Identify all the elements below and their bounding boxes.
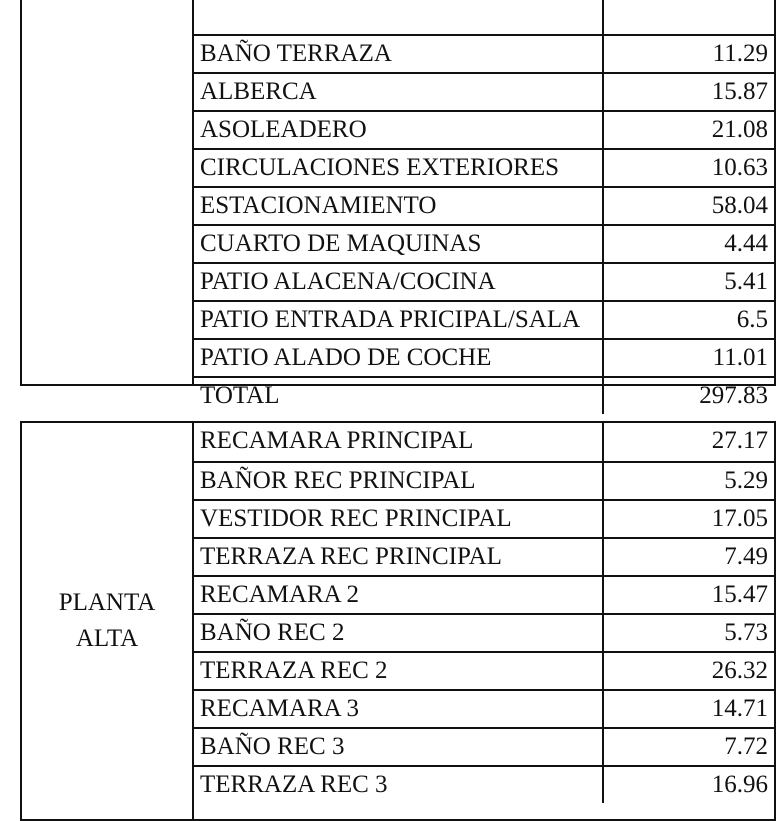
- total-label: TOTAL: [200, 382, 280, 409]
- table-row: [194, 461, 774, 499]
- group-label-line2: ALTA: [75, 625, 139, 652]
- area-value: 7.49: [602, 539, 774, 575]
- area-value: 6.5: [602, 302, 774, 338]
- area-name: PATIO ALADO DE COCHE: [200, 344, 492, 371]
- area-value: 16.96: [602, 767, 774, 803]
- area-name: PATIO ALACENA/COCINA: [200, 268, 496, 295]
- area-name: RECAMARA 3: [200, 695, 360, 722]
- area-name: TERRAZA REC PRINCIPAL: [200, 543, 502, 570]
- area-value: [602, 0, 774, 34]
- area-name: ALBERCA: [200, 78, 317, 105]
- area-value: 14.71: [602, 691, 774, 727]
- area-name: RECAMARA 2: [200, 581, 360, 608]
- table-row: [194, 423, 774, 461]
- table-row: [194, 727, 774, 765]
- area-name: TERRAZA REC 3: [200, 771, 388, 798]
- total-value: 297.83: [602, 378, 774, 414]
- planta-alta-rows: [194, 423, 774, 803]
- area-value: 11.01: [602, 340, 774, 376]
- area-value: 10.63: [602, 150, 774, 186]
- table-row: [194, 110, 774, 148]
- area-value: 15.87: [602, 74, 774, 110]
- table-row: [194, 262, 774, 300]
- area-name: VESTIDOR REC PRINCIPAL: [200, 505, 512, 532]
- area-name: PATIO ENTRADA PRICIPAL/SALA: [200, 306, 581, 333]
- table-row: [194, 186, 774, 224]
- area-value: 21.08: [602, 112, 774, 148]
- table-row: [194, 499, 774, 537]
- area-value: 26.32: [602, 653, 774, 689]
- table-row: [194, 613, 774, 651]
- area-value: 27.17: [602, 423, 774, 461]
- table-row: [194, 651, 774, 689]
- area-name: BAÑO TERRAZA: [200, 40, 392, 67]
- table-row: [194, 148, 774, 186]
- table-row: [194, 765, 774, 803]
- area-name: ASOLEADERO: [200, 116, 367, 143]
- table-row: [194, 689, 774, 727]
- area-value: 5.41: [602, 264, 774, 300]
- area-value: 4.44: [602, 226, 774, 262]
- table-row: [194, 0, 774, 34]
- area-value: 17.05: [602, 501, 774, 537]
- total-row: [194, 376, 774, 414]
- group-label-line1: PLANTA: [58, 589, 156, 616]
- table-row: [194, 338, 774, 376]
- area-value: 5.73: [602, 615, 774, 651]
- area-name: BAÑOR REC PRINCIPAL: [200, 467, 476, 494]
- area-name: ESTACIONAMIENTO: [200, 192, 437, 219]
- area-name: RECAMARA PRINCIPAL: [200, 427, 474, 454]
- planta-alta-group-cell: [22, 423, 194, 819]
- area-value: 15.47: [602, 577, 774, 613]
- area-name: CIRCULACIONES EXTERIORES: [200, 154, 560, 181]
- planta-baja-table: [20, 0, 776, 409]
- area-value: 7.72: [602, 729, 774, 765]
- table-row: [194, 300, 774, 338]
- table-row: [194, 537, 774, 575]
- table-row: [194, 224, 774, 262]
- area-name: BAÑO REC 3: [200, 733, 345, 760]
- planta-alta-table: [20, 421, 776, 821]
- planta-baja-group-cell: [22, 0, 194, 384]
- area-name: CUARTO DE MAQUINAS: [200, 230, 482, 257]
- area-value: 5.29: [602, 463, 774, 499]
- area-name: TERRAZA REC 2: [200, 657, 388, 684]
- table-row: [194, 575, 774, 613]
- area-value: 11.29: [602, 36, 774, 72]
- table-row: [194, 72, 774, 110]
- table-row: [194, 34, 774, 72]
- planta-alta-group-label: [59, 585, 156, 657]
- area-name: BAÑO REC 2: [200, 619, 345, 646]
- area-value: 58.04: [602, 188, 774, 224]
- planta-baja-rows: [194, 0, 774, 414]
